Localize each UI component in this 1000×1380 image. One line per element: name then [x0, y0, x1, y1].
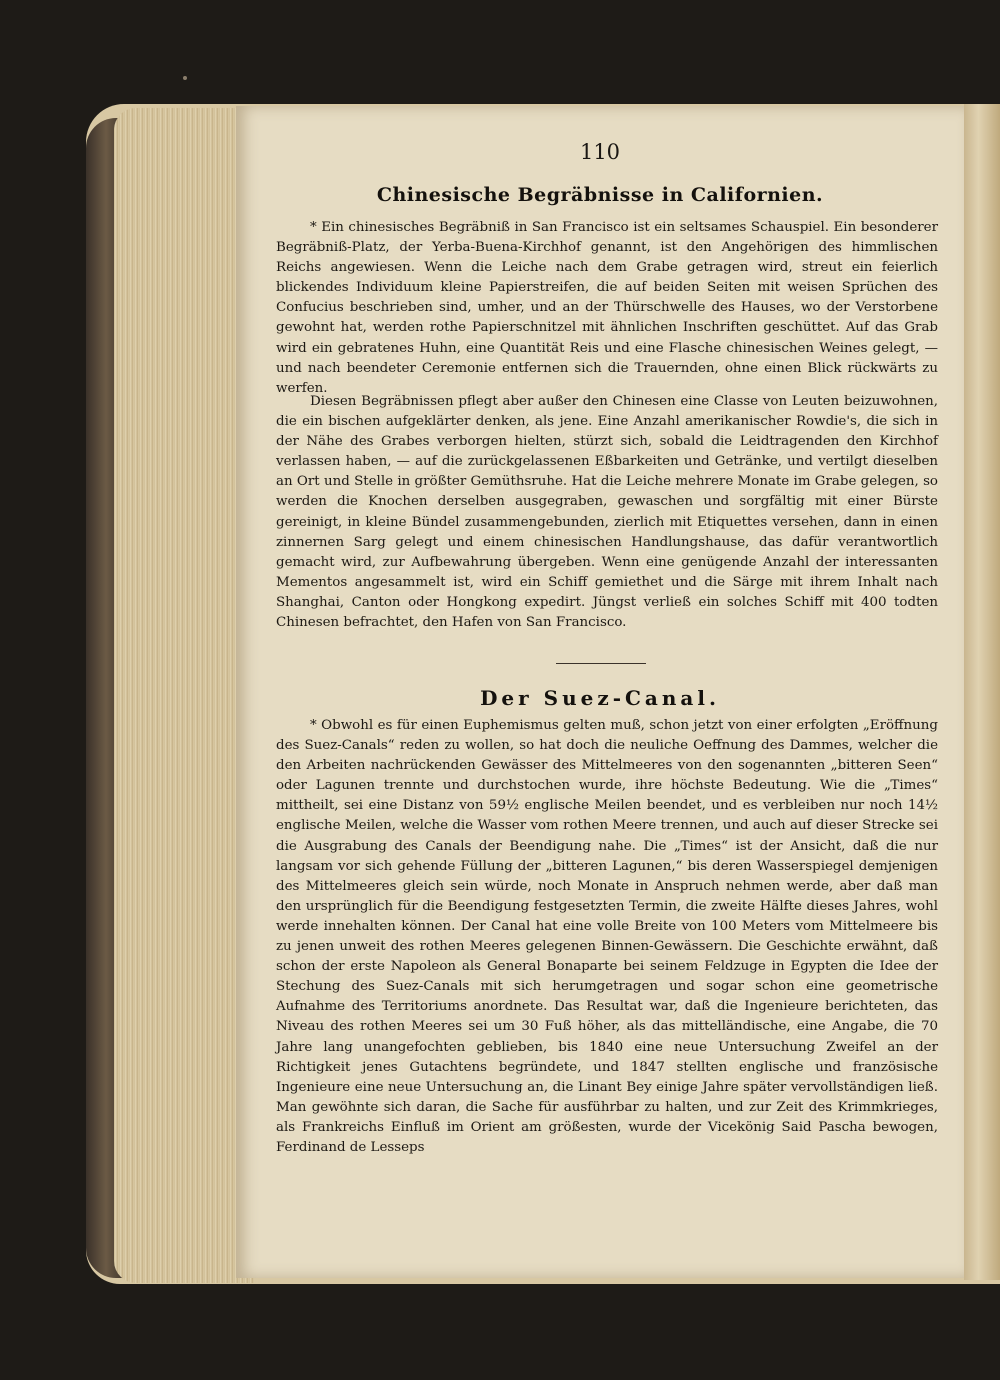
- article-title-suez-canal: Der Suez-Canal.: [480, 686, 720, 710]
- book-page: [236, 106, 964, 1278]
- article-title-chinese-funerals: Chinesische Begräbnisse in Californien.: [376, 184, 824, 206]
- article-paragraph: * Obwohl es für einen Euphemismus gelten muß, schon jetzt von einer erfolgten „Eröffnung des Suez-Canals“ reden zu wollen, so hat doch die neuliche Oeffnung des Dammes, welcher die den Arbeiten nachrückenden Gewässer des Mittelmeeres von den sogenannten „bitteren Seen“ oder Lagunen trennte und durchstochen wurde, ihre höchste Bedeutung. Wie die „Times“ mittheilt, sei eine Distanz von 59½ englische Meilen beendet, und es verbleiben nur noch 14½ englische Meilen, welche die Wasser vom rothen Meere trennen, und auch auf dieser Strecke sei die Ausgrabung des Canals der Beendigung nahe. Die „Times“ ist der Ansicht, daß die nur langsam vor sich gehende Füllung der „bitteren Lagunen,“ bis deren Wasserspiegel demjenigen des Mittelmeeres gleich sein würde, noch Monate in Anspruch nehmen werde, aber daß man den ursprünglich für die Beendigung festgesetzten Termin, die zweite Hälfte dieses Jahres, wohl werde innehalten können. Der Canal hat eine volle Breite von 100 Meters vom Mittelmeere bis zu jenen unweit des rothen Meeres gelegenen Binnen-Gewässern. Die Geschichte erwähnt, daß schon der erste Napoleon als General Bonaparte bei seinem Feldzuge in Egypten die Idee der Stechung des Suez-Canals mit sich herumgetragen und sogar schon eine geometrische Aufnahme des Territoriums anordnete. Das Resultat war, daß die Ingenieure berichteten, das Niveau des rothen Meeres sei um 30 Fuß höher, als das mittelländische, eine Angabe, die 70 Jahre lang unangefochten geblieben, bis 1840 eine neue Untersuchung Zweifel an der Richtigkeit jenes Gutachtens begründete, und 1847 stellten englische und französische Ingenieure eine neue Untersuchung an, die Linant Bey einige Jahre später vervollständigen ließ. Man gewöhnte sich daran, die Sache für ausführbar zu halten, und zur Zeit des Krimmkrieges, als Frankreichs Einfluß im Orient am größesten, wurde der Vicekönig Said Pascha bewogen, Ferdinand de Lesseps: [276, 718, 938, 1155]
- article-paragraph: Diesen Begräbnissen pflegt aber außer den Chinesen eine Classe von Leuten beizuwohnen, die ein bischen aufgeklärter denken, als jene. Eine Anzahl amerikanischer Rowdie's, die sich in der Nähe des Grabes verborgen hielten, stürzt sich, sobald die Leidtragenden den Kirchhof verlassen haben, — auf die zurückgelassenen Eßbarkeiten und Getränke, und vertilgt dieselben an Ort und Stelle in größter Gemüthsruhe. Hat die Leiche mehrere Monate im Grabe gelegen, so werden die Knochen derselben ausgegraben, gewaschen und sorgfältig mit einer Bürste gereinigt, in kleine Bündel zusammengebunden, zierlich mit Etiquettes versehen, dann in einen zinnernen Sarg gelegt und einem chinesischen Handlungshause, das dafür verantwortlich gemacht wird, zur Aufbewahrung übergeben. Wenn eine genügende Anzahl der interessanten Mementos angesammelt ist, wird ein Schiff gemiethet und die Särge mit ihrem Inhalt nach Shanghai, Canton oder Hongkong expedirt. Jüngst verließ ein solches Schiff mit 400 todten Chinesen befrachtet, den Hafen von San Francisco.: [276, 394, 938, 631]
- facing-page-edge: [964, 104, 1000, 1280]
- page-number: 110: [579, 140, 621, 164]
- article-paragraph: * Ein chinesisches Begräbniß in San Francisco ist ein seltsames Schauspiel. Ein besonderer Begräbniß-Platz, der Yerba-Buena-Kirchhof genannt, ist den Angehörigen des himmlischen Reichs angewiesen. Wenn die Leiche nach dem Grabe getragen wird, streut ein feierlich blickendes Individuum kleine Papierstreifen, die auf beiden Seiten mit weisen Sprüchen des Confucius beschrieben sind, umher, und an der Thürschwelle des Hauses, wo der Verstorbene gewohnt hat, werden rothe Papierschnitzel mit ähnlichen Inschriften geschüttet. Auf das Grab wird ein gebratenes Huhn, eine Quantität Reis und eine Flasche chinesischen Weines gelegt, — und nach beendeter Ceremonie entfernen sich die Trauernden, ohne einen Blick rückwärts zu werfen.: [276, 220, 938, 396]
- background-speck: [183, 76, 187, 80]
- section-divider: [556, 663, 646, 664]
- page-edges: [114, 108, 254, 1283]
